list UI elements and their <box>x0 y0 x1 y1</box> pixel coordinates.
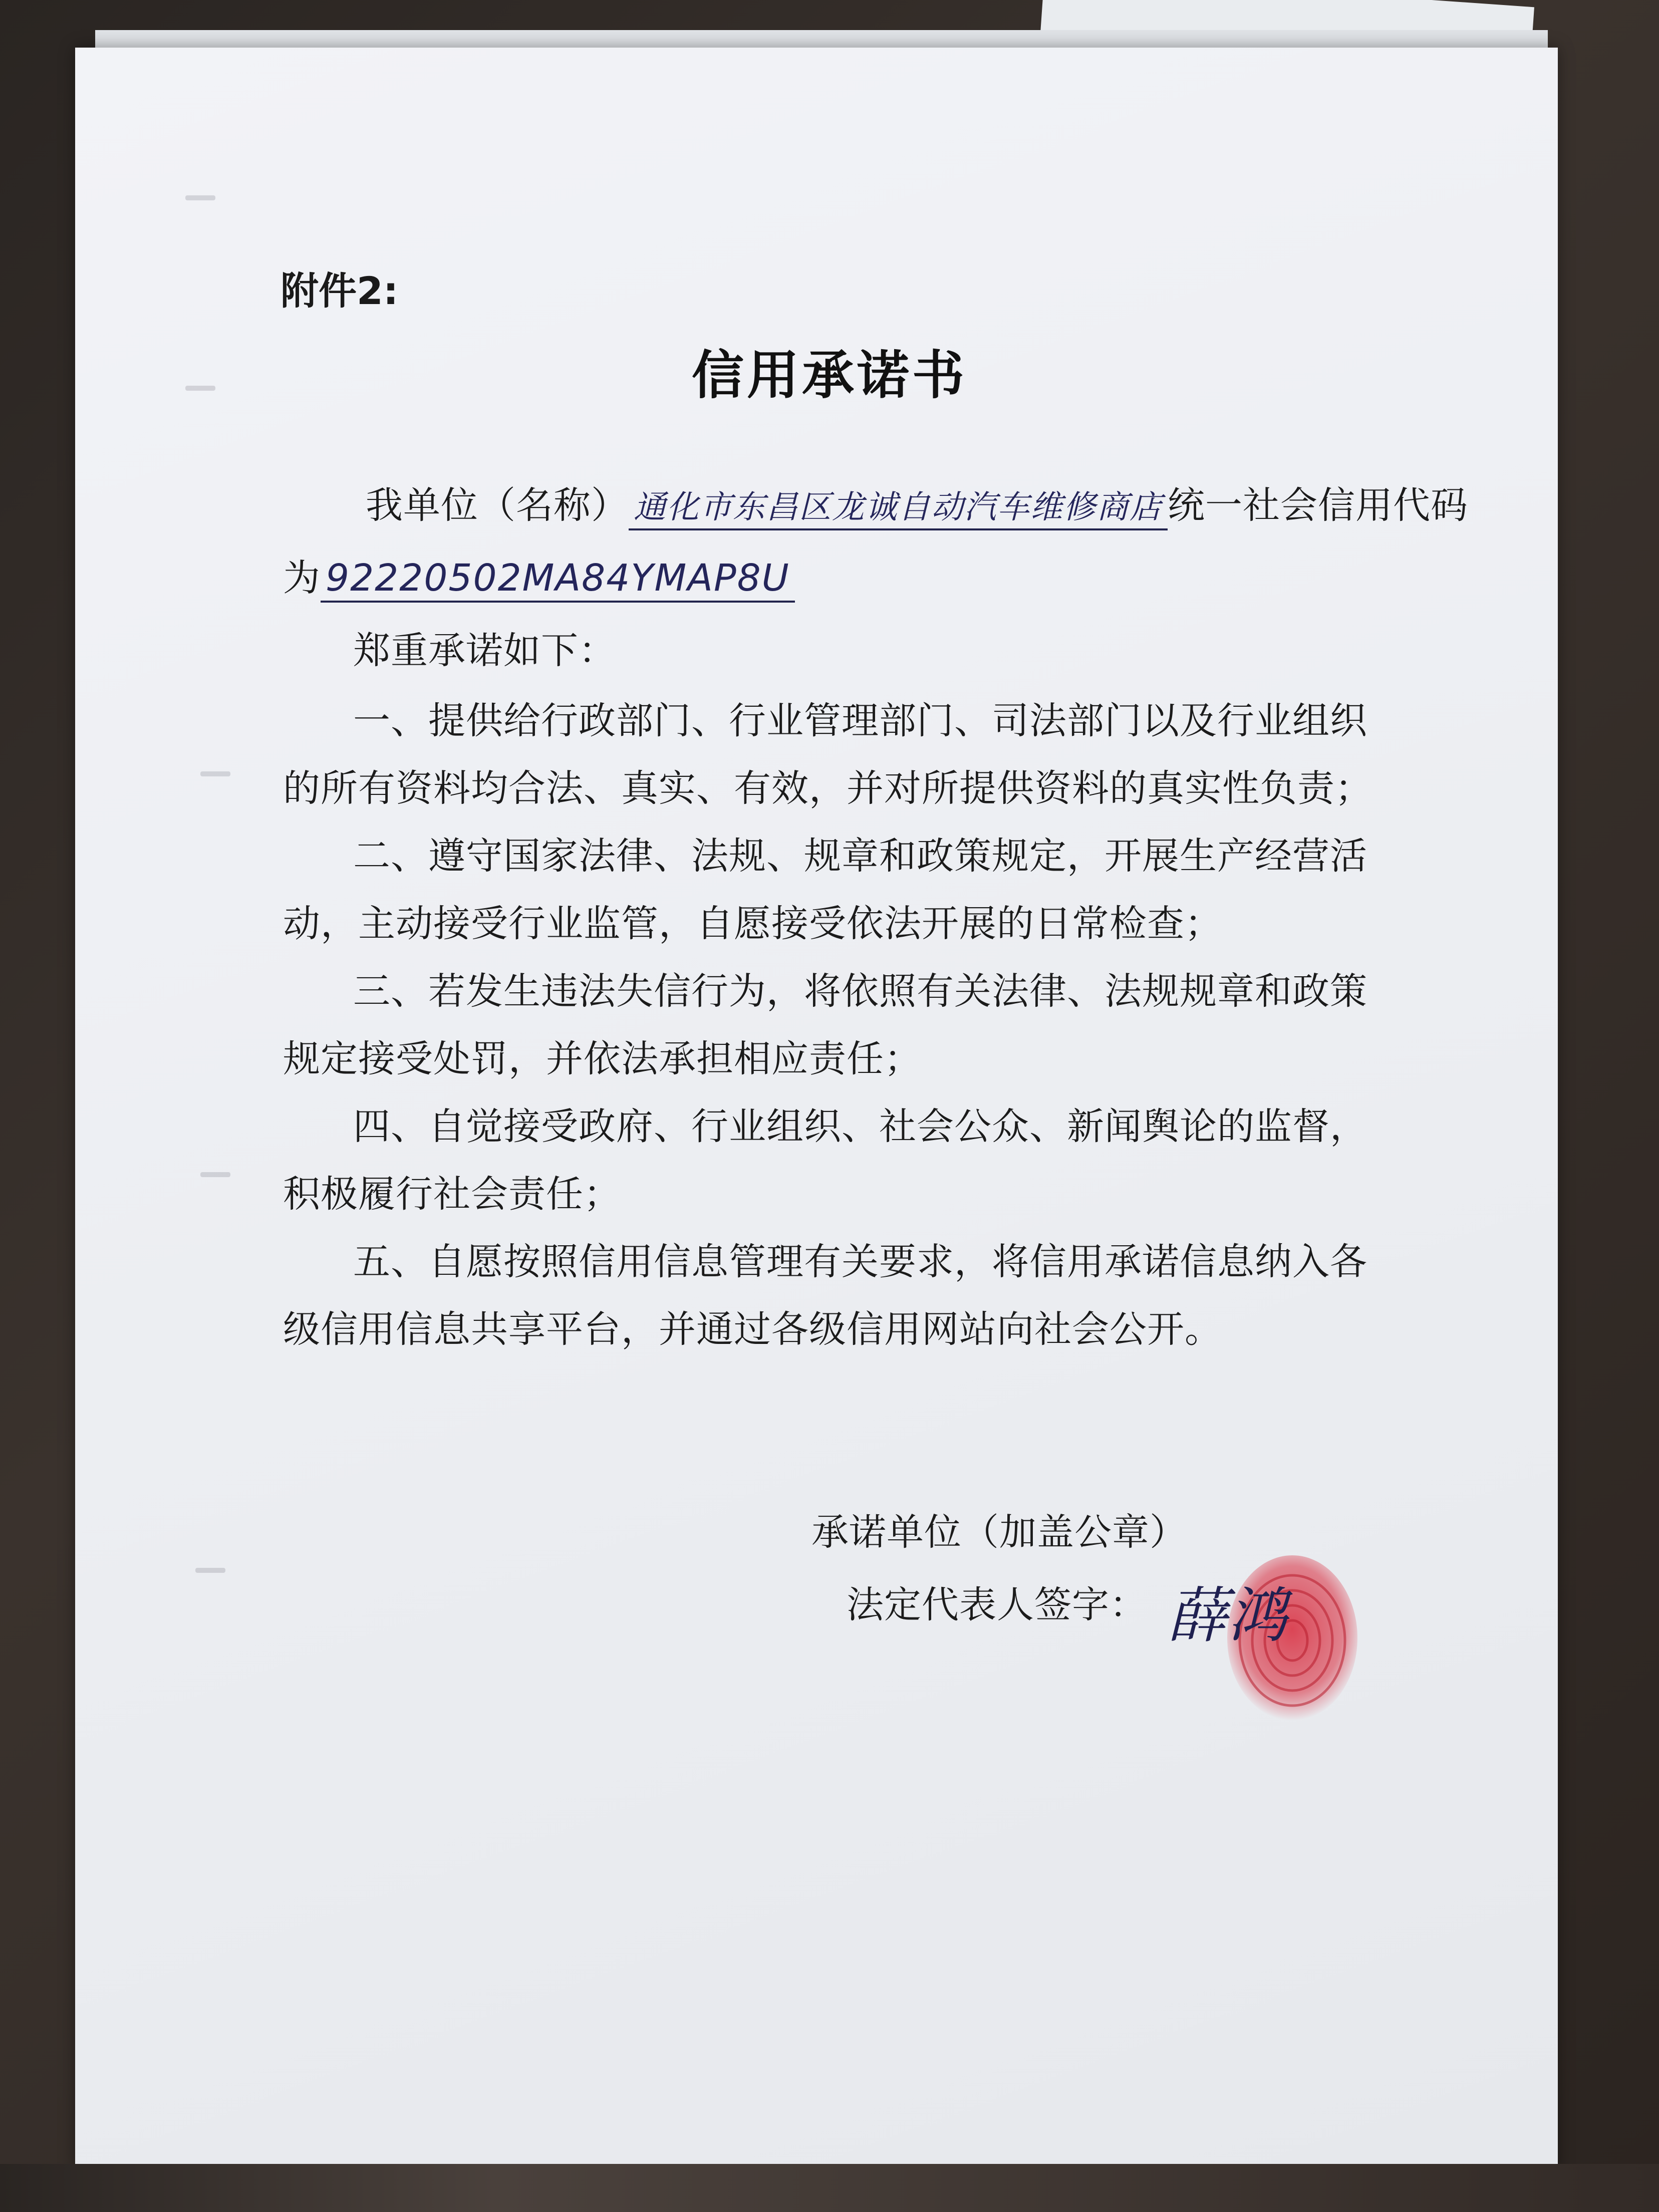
clause-2-line-1: 二、遵守国家法律、法规、规章和政策规定，开展生产经营活 <box>353 835 1367 878</box>
company-name-handwritten: 通化市东昌区龙诚自动汽车维修商店 <box>629 481 1168 530</box>
clause-5-line-2: 级信用信息共享平台，并通过各级信用网站向社会公开。 <box>283 1308 1222 1351</box>
intro-line-2 <box>283 548 795 603</box>
clause-5-line-1: 五、自愿按照信用信息管理有关要求，将信用承诺信息纳入各 <box>353 1240 1367 1283</box>
clause-3-line-2: 规定接受处罚，并依法承担相应责任； <box>283 1037 922 1080</box>
clause-1-line-2: 的所有资料均合法、真实、有效，并对所提供资料的真实性负责； <box>283 767 1372 810</box>
clause-4-line-2: 积极履行社会责任； <box>283 1173 621 1216</box>
intro-prefix: 我单位（名称） <box>366 484 629 527</box>
binding-marks-top <box>100 195 1403 215</box>
document-title: 信用承诺书 <box>691 344 967 406</box>
intro-line-1 <box>366 476 1468 530</box>
pledging-unit-label: 承诺单位（加盖公章） <box>811 1511 1187 1554</box>
clause-1-line-1: 一、提供给行政部门、行业管理部门、司法部门以及行业组织 <box>353 699 1367 742</box>
solemn-pledge: 郑重承诺如下： <box>353 629 616 672</box>
attachment-label: 附件2: <box>281 268 399 313</box>
credit-code-handwritten: 92220502MA84YMAP8U <box>321 557 795 603</box>
clause-4-line-1: 四、自觉接受政府、行业组织、社会公众、新闻舆论的监督， <box>353 1105 1367 1148</box>
legal-rep-label: 法定代表人签字： <box>847 1583 1147 1626</box>
clause-2-line-2: 动，主动接受行业监管，自愿接受依法开展的日常检查； <box>283 902 1222 945</box>
intro-middle: 统一社会信用代码 <box>1168 484 1468 527</box>
clause-3-line-1: 三、若发生违法失信行为，将依照有关法律、法规规章和政策 <box>353 970 1367 1013</box>
legal-rep-signature: 薛鸿 <box>1167 1581 1287 1651</box>
intro-wei: 为 <box>283 557 321 600</box>
bottom-background <box>0 2164 1659 2212</box>
